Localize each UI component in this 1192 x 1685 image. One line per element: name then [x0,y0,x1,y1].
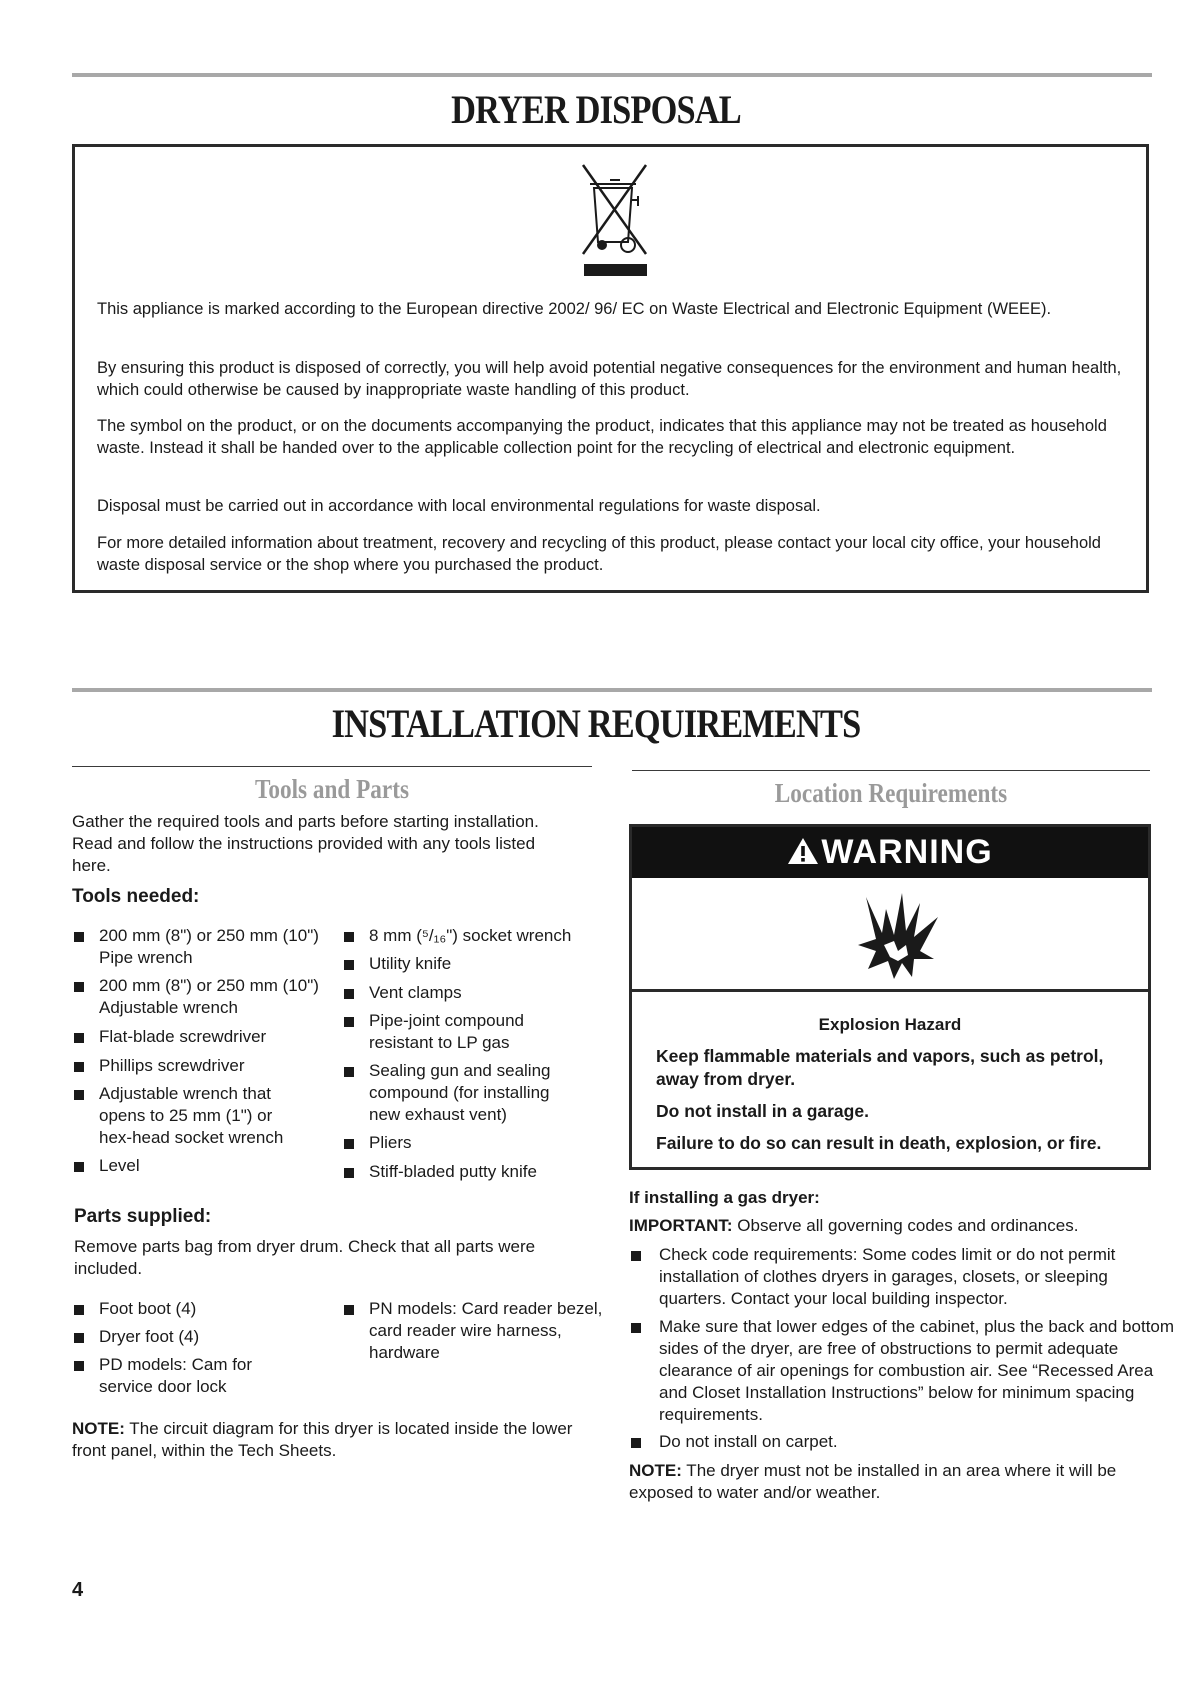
hazard-title: Explosion Hazard [818,1015,962,1034]
weee-paragraph-2: By ensuring this product is disposed of correctly, you will help avoid potential negative consequences for the environment and human health, which could otherwise be caused by inappropriate waste handling of this product. [97,359,1122,399]
weee-notice-box [72,144,1149,593]
note-text: The circuit diagram for this dryer is located inside the lower front panel, within the Tech Sheets. [72,1419,573,1460]
weee-paragraph-4: Disposal must be carried out in accordance with local environmental regulations for waste disposal. [97,497,821,515]
installation-title: INSTALLATION REQUIREMENTS [331,701,861,746]
weather-note [629,1460,1149,1504]
parts-intro: Remove parts bag from dryer drum. Check that all parts were included. [74,1237,536,1278]
tools-intro: Gather the required tools and parts before starting installation. Read and follow the instructions provided with any tools listed here. [72,812,539,875]
top-rule [72,73,1152,77]
warning-line-3: Failure to do so can result in death, explosion, or fire. [656,1133,1102,1153]
note-text: The dryer must not be installed in an area where it will be exposed to water and/or weather. [629,1461,1117,1502]
tool-item: Pliers [342,1132,619,1154]
weee-paragraph-3: The symbol on the product, or on the documents accompanying the product, indicates that this appliance may not be treated as household waste. Instead it shall be handed over to the applicable collection point for the recycling of electrical and electronic equipment. [97,417,1107,457]
tool-item: Vent clamps [342,982,619,1004]
warning-triangle-icon [787,837,819,865]
tool-item: Pipe-joint compound resistant to LP gas [342,1010,569,1054]
tool-item: 200 mm (8") or 250 mm (10") Pipe wrench [72,925,349,969]
location-rule [632,770,1150,771]
tool-item: Stiff-bladed putty knife [342,1161,619,1183]
important-label: IMPORTANT: [629,1216,733,1235]
tool-item: Level [72,1155,349,1177]
tool-item: 200 mm (8") or 250 mm (10") Adjustable wrench [72,975,349,1019]
tool-item: Adjustable wrench that opens to 25 mm (1") or hex-head socket wrench [72,1083,309,1149]
warning-line-2: Do not install in a garage. [656,1101,869,1121]
warning-line-1: Keep flammable materials and vapors, such as petrol, away from dryer. [656,1046,1104,1089]
tool-item: Utility knife [342,953,619,975]
location-bullet: Make sure that lower edges of the cabinet, plus the back and bottom sides of the dryer, are free of obstructions to permit adequate clearance of air openings for combustion air. See “Recessed Area and Closet Installation Instructions” below for minimum spacing requirements. [629,1316,1177,1426]
gas-dryer-heading: If installing a gas dryer: [629,1188,820,1207]
disposal-title: DRYER DISPOSAL [451,87,741,132]
warning-label: WARNING [821,833,993,871]
crossed-bin-icon [580,162,652,276]
parts-supplied-heading: Parts supplied: [74,1206,212,1227]
part-item: PN models: Card reader bezel, card reader wire harness, hardware [342,1298,609,1364]
note-label: NOTE: [629,1461,682,1480]
important-text: Observe all governing codes and ordinances. [732,1216,1079,1235]
tools-parts-title: Tools and Parts [255,774,409,804]
tools-needed-heading: Tools needed: [72,886,200,907]
tool-item: Flat-blade screwdriver [72,1026,349,1048]
warning-header [632,827,1148,878]
part-item: PD models: Cam for service door lock [72,1354,309,1398]
part-item: Dryer foot (4) [72,1326,349,1348]
weee-paragraph-5: For more detailed information about treatment, recovery and recycling of this product, please contact your local city office, your household waste disposal service or the shop where you purchased the product. [97,534,1101,574]
part-item: Foot boot (4) [72,1298,349,1320]
tool-item: Phillips screwdriver [72,1055,349,1077]
note-label: NOTE: [72,1419,125,1438]
mid-rule [72,688,1152,692]
location-bullet: Do not install on carpet. [629,1431,1177,1453]
warning-divider [632,989,1148,992]
tool-item: 8 mm (⁵/₁₆") socket wrench [342,925,629,947]
weee-paragraph-1: This appliance is marked according to the European directive 2002/ 96/ EC on Waste Electrical and Electronic Equipment (WEEE). [97,300,1052,318]
circuit-note [72,1418,592,1462]
tools-rule [72,766,592,767]
important-line [629,1215,1149,1237]
tool-item: Sealing gun and sealing compound (for installing new exhaust vent) [342,1060,579,1126]
warning-box [629,824,1151,1170]
location-title: Location Requirements [774,778,1008,808]
location-bullet: Check code requirements: Some codes limit or do not permit installation of clothes dryers in garages, closets, or sleeping quarters. Contact your local building inspector. [629,1244,1177,1310]
explosion-icon [854,889,944,981]
page-number: 4 [72,1579,84,1601]
